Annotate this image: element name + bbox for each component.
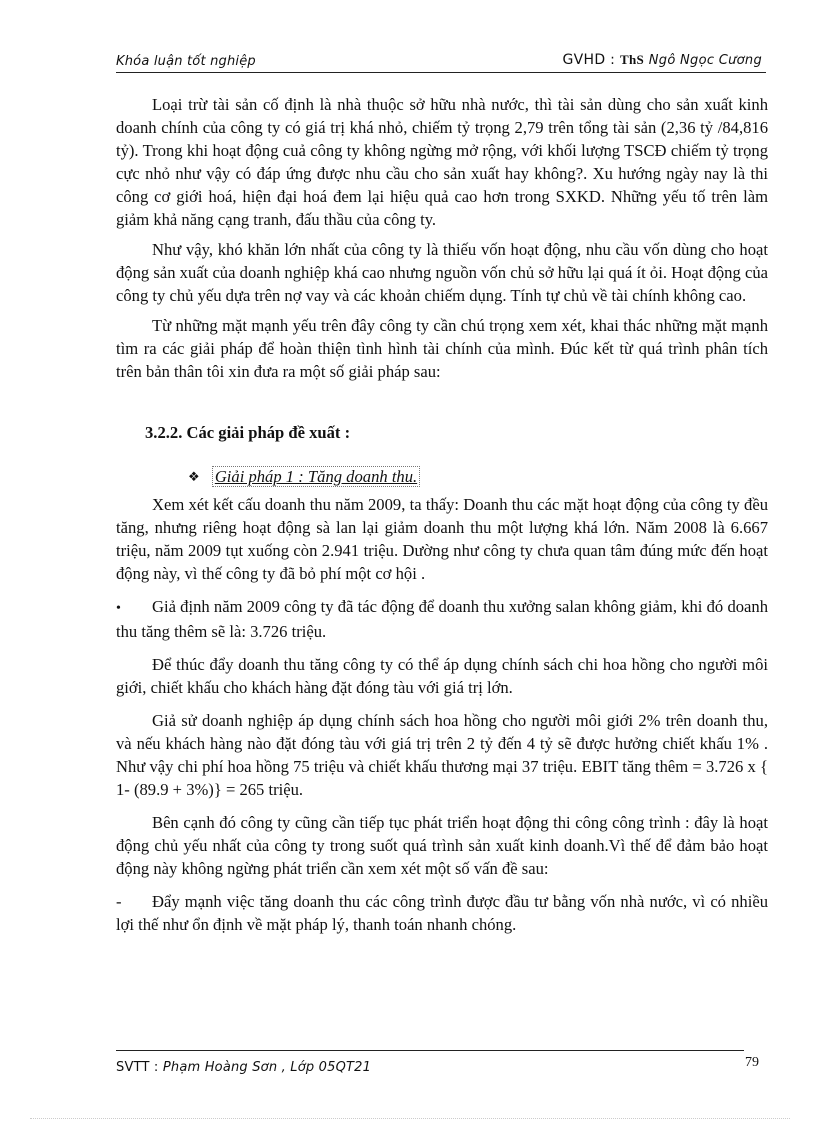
paragraph: Xem xét kết cấu doanh thu năm 2009, ta thấy: Doanh thu các mặt hoạt động của công ty đều tăng, nhưng riêng hoạt động sà lan lại giảm doanh thu một lượng khá lớn. Năm 2008 là 6.667 triệu, năm 2009 tụt xuống còn 2.941 triệu. Dường như công ty chưa quan tâm đúng mức đến hoạt động này, vì thế công ty đã bỏ phí một cơ hội . [116, 495, 768, 583]
diamond-bullet-icon: ❖ [188, 469, 200, 484]
solution-title-text: Giải pháp 1 : Tăng doanh thu. [212, 466, 420, 487]
footer-label: SVTT : [116, 1060, 159, 1075]
header-gvhd-label: GVHD : [562, 52, 616, 68]
paragraph: Loại trừ tài sản cố định là nhà thuộc sở hữu nhà nước, thì tài sản dùng cho sản xuất kinh doanh chính của công ty có giá trị khá nhỏ, chiếm tỷ trọng 2,79 trên tổng tài sản (2,36 tỷ /84,816 tỷ). Trong khi hoạt động cuả công ty không ngừng mở rộng, với khối lượng TSCĐ chiếm tỷ trọng cực nhỏ như vậy có đáp ứng được nhu cầu cho sản xuất hay không?. Xu hướng ngày nay là thi công cơ giới hoá, hiện đại hoá đem lại hiệu quả cao hơn trong SXKD. Những yếu tố trên làm giảm khả năng cạng tranh, đấu thầu của công ty. [116, 95, 768, 229]
page-header [116, 50, 766, 73]
paragraph: Từ những mặt mạnh yếu trên đây công ty cần chú trọng xem xét, khai thác những mặt mạnh tìm ra các giải pháp để hoàn thiện tình hình tài chính của mình. Đúc kết từ quá trình phân tích trên bản thân tôi xin đưa ra một số giải pháp sau: [116, 316, 768, 381]
header-advisor-name: Ngô Ngọc Cương [648, 53, 762, 68]
solution-title [116, 465, 768, 489]
dash-marker: - [116, 892, 122, 911]
paragraph: Để thúc đẩy doanh thu tăng công ty có thể áp dụng chính sách chi hoa hồng cho người môi giới, chiết khấu cho khách hàng đặt đóng tàu với giá trị lớn. [116, 655, 768, 697]
header-advisor [563, 52, 763, 68]
footer-divider [116, 1050, 744, 1051]
page-edge [30, 1118, 790, 1119]
paragraph: Như vậy, khó khăn lớn nhất của công ty là thiếu vốn hoạt động, nhu cầu vốn dùng cho hoạt động sản xuất của doanh nghiệp khá cao nhưng nguồn vốn chủ sở hữu lại quá ít ỏi. Hoạt động của công ty chủ yếu dựa trên nợ vay và các khoản chiếm dụng. Tính tự chủ về tài chính không cao. [116, 240, 768, 305]
page-body [116, 93, 768, 936]
bullet-dot-icon: • [116, 601, 121, 616]
page-number: 79 [745, 1055, 759, 1070]
paragraph: Bên cạnh đó công ty cũng cần tiếp tục phát triển hoạt động thi công công trình : đây là hoạt động chủ yếu nhất của công ty trong suốt quá trình sản xuất kinh doanh.Vì thế để đảm bảo hoạt động này không ngừng phát triển cần xem xét một số vấn đề sau: [116, 813, 768, 878]
footer-student-name: Phạm Hoàng Sơn , Lớp 05QT21 [162, 1060, 372, 1075]
dash-text: Đẩy mạnh việc tăng doanh thu các công trình được đầu tư bằng vốn nhà nước, vì có nhiều lợi thế như ổn định về mặt pháp lý, thanh toán nhanh chóng. [116, 892, 768, 934]
header-document-type: Khóa luận tốt nghiệp [116, 54, 256, 69]
bullet-text: Giả định năm 2009 công ty đã tác động để doanh thu xưởng salan không giảm, khi đó doanh thu tăng thêm sẽ là: 3.726 triệu. [116, 597, 768, 641]
footer-student [116, 1060, 371, 1075]
bullet-item [116, 595, 768, 643]
dash-item [116, 890, 768, 936]
paragraph: Giả sử doanh nghiệp áp dụng chính sách hoa hồng cho người môi giới 2% trên doanh thu, và nếu khách hàng nào đặt đóng tàu với giá trị trên 2 tỷ đến 4 tỷ sẽ được hưởng chiết khấu 1% . Như vậy chi phí hoa hồng 75 triệu và chiết khấu thương mại 37 triệu. EBIT tăng thêm = 3.726 x { 1- (89.9 + 3%)} = 265 triệu. [116, 711, 768, 799]
section-heading: 3.2.2. Các giải pháp đề xuất : [145, 423, 351, 442]
header-title-abbr: ThS [619, 52, 644, 67]
